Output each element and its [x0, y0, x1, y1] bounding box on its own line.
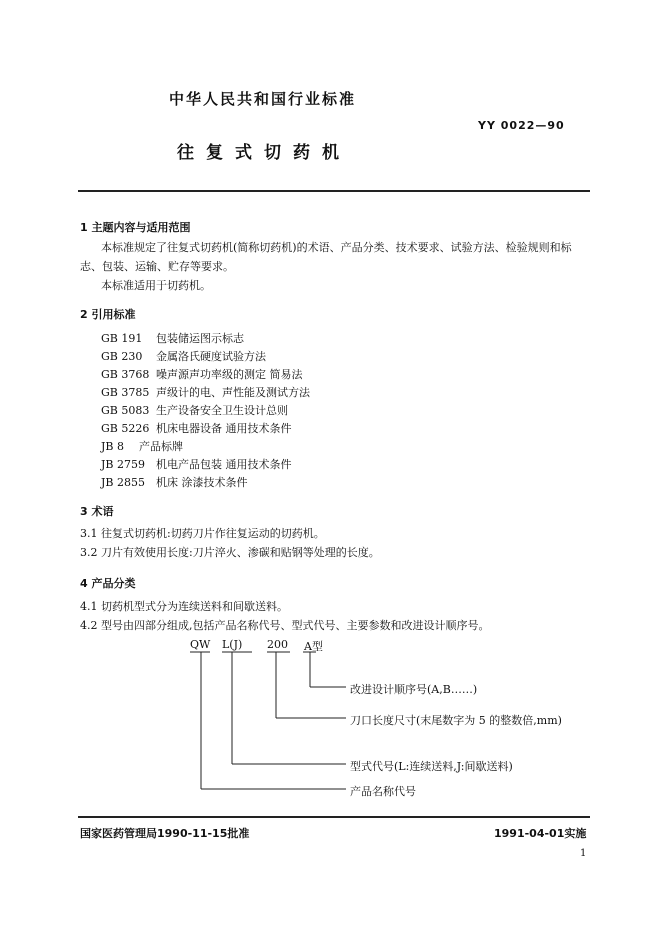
reference-title: 产品标牌 — [139, 440, 183, 453]
reference-code: JB 8 — [101, 440, 124, 453]
model-label-blade-length: 刀口长度尺寸(末尾数字为 5 的整数倍,mm) — [350, 714, 562, 727]
approval-date: 国家医药管理局1990-11-15批准 — [80, 827, 250, 840]
reference-title: 声级计的电、声性能及测试方法 — [156, 386, 310, 399]
reference-title: 生产设备安全卫生设计总则 — [156, 404, 288, 417]
term-item: 3.2 刀片有效使用长度:刀片淬火、渗碳和贴钢等处理的长度。 — [80, 546, 380, 559]
section-1-para1-line2: 志、包装、运输、贮存等要求。 — [80, 260, 234, 273]
reference-code: GB 230 — [101, 350, 143, 363]
reference-title: 包装储运图示标志 — [156, 332, 244, 345]
reference-code: GB 5083 — [101, 404, 150, 417]
classification-item: 4.2 型号由四部分组成,包括产品名称代号、型式代号、主要参数和改进设计顺序号。 — [80, 619, 490, 632]
reference-title: 机床 涂漆技术条件 — [156, 476, 248, 489]
term-item: 3.1 往复式切药机:切药刀片作往复运动的切药机。 — [80, 527, 325, 540]
section-4-heading: 4 产品分类 — [80, 577, 136, 590]
model-label-type: 型式代号(L:连续送料,J:间歇送料) — [350, 760, 513, 773]
section-2-heading: 2 引用标准 — [80, 308, 136, 321]
reference-title: 机床电器设备 通用技术条件 — [156, 422, 292, 435]
reference-title: 噪声源声功率级的测定 简易法 — [156, 368, 303, 381]
document-title: 往复式切药机 — [177, 143, 351, 163]
reference-code: GB 3768 — [101, 368, 150, 381]
section-1-para2: 本标准适用于切药机。 — [101, 279, 211, 292]
model-part-type-code: L(J) — [222, 638, 243, 651]
page-number: 1 — [580, 848, 587, 859]
reference-code: GB 191 — [101, 332, 143, 345]
section-3-heading: 3 术语 — [80, 505, 114, 518]
section-1-para1-line1: 本标准规定了往复式切药机(简称切药机)的术语、产品分类、技术要求、试验方法、检验规则和标 — [101, 241, 572, 254]
reference-title: 机电产品包装 通用技术条件 — [156, 458, 292, 471]
section-1-heading: 1 主题内容与适用范围 — [80, 221, 191, 234]
reference-code: JB 2759 — [101, 458, 145, 471]
standard-code: YY 0022—90 — [478, 119, 565, 132]
reference-code: GB 5226 — [101, 422, 150, 435]
effective-date: 1991-04-01实施 — [494, 827, 587, 840]
footer-divider — [78, 816, 590, 818]
model-label-product: 产品名称代号 — [350, 785, 416, 798]
standard-org-heading: 中华人民共和国行业标准 — [169, 90, 357, 108]
reference-code: JB 2855 — [101, 476, 145, 489]
model-part-revision-code: A型 — [304, 640, 323, 653]
reference-code: GB 3785 — [101, 386, 150, 399]
reference-title: 金属洛氏硬度试验方法 — [156, 350, 266, 363]
classification-item: 4.1 切药机型式分为连续送料和间歇送料。 — [80, 600, 288, 613]
model-part-main-parameter: 200 — [267, 638, 288, 651]
model-part-product-code: QW — [190, 638, 211, 651]
model-label-revision: 改进设计顺序号(A,B……) — [350, 683, 478, 696]
